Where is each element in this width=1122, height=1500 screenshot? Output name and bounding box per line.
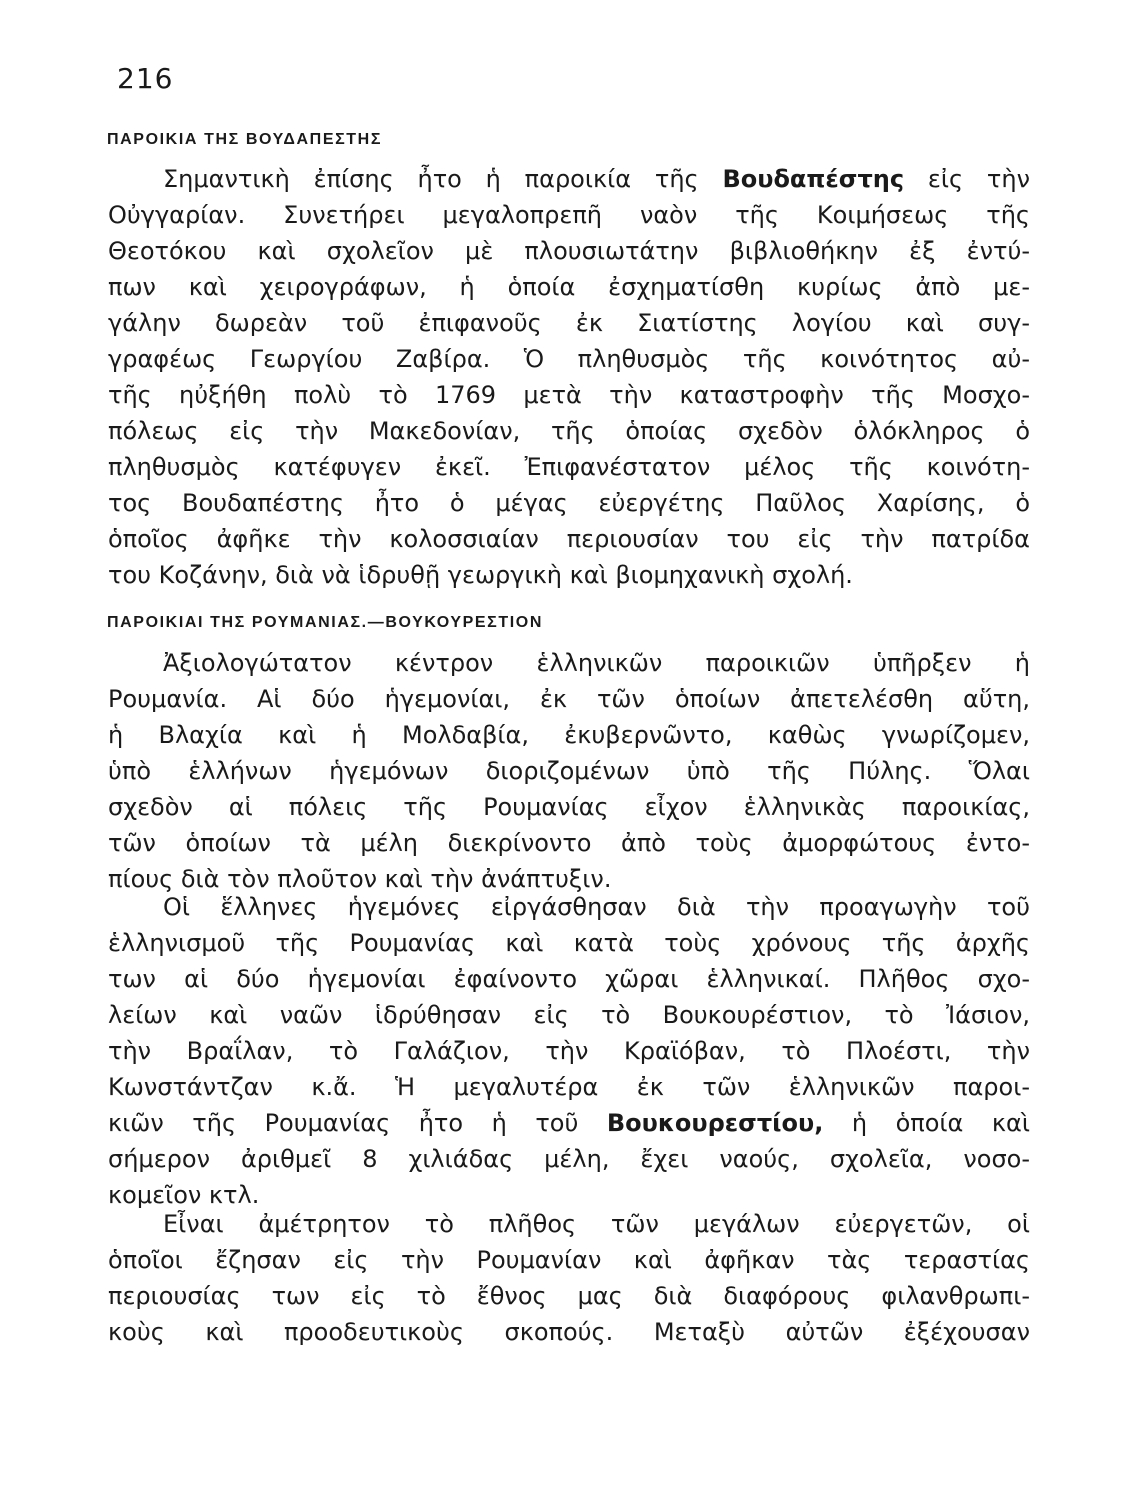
text-line: ὁποῖος ἀφῆκε τὴν κολοσσιαίαν περιουσίαν του εἰς τὴν πατρίδα: [108, 525, 1030, 553]
bold-place-name: Βουκουρεστίου,: [606, 1109, 824, 1137]
text-line: του Κοζάνην, διὰ νὰ ἱδρυθῇ γεωργικὴ καὶ βιομηχανικὴ σχολή.: [108, 561, 853, 589]
text-line: γάλην δωρεὰν τοῦ ἐπιφανοῦς ἐκ Σιατίστης λογίου καὶ συγ-: [108, 309, 1030, 337]
text-line: πληθυσμὸς κατέφυγεν ἐκεῖ. Ἐπιφανέστατον μέλος τῆς κοινότη-: [108, 453, 1030, 481]
text-line: γραφέως Γεωργίου Ζαβίρα. Ὁ πληθυσμὸς τῆς κοινότητος αὐ-: [108, 345, 1030, 373]
text-line: των αἱ δύο ἡγεμονίαι ἐφαίνοντο χῶραι ἑλληνικαί. Πλῆθος σχο-: [108, 965, 1030, 993]
text-line: πίους διὰ τὸν πλοῦτον καὶ τὴν ἀνάπτυξιν.: [108, 865, 612, 893]
text-line: ἑλληνισμοῦ τῆς Ρουμανίας καὶ κατὰ τοὺς χρόνους τῆς ἀρχῆς: [108, 929, 1030, 957]
page-number: 216: [117, 62, 174, 95]
text-line: πων καὶ χειρογράφων, ἡ ὁποία ἐσχηματίσθη κυρίως ἀπὸ με-: [108, 273, 1030, 301]
text-line: περιουσίας των εἰς τὸ ἔθνος μας διὰ διαφόρους φιλανθρωπι-: [108, 1282, 1030, 1310]
section-heading-budapest: ΠΑΡΟΙΚΙΑ ΤΗΣ ΒΟΥΔΑΠΕΣΤΗΣ: [107, 131, 383, 148]
text-line: σήμερον ἀριθμεῖ 8 χιλιάδας μέλη, ἔχει ναούς, σχολεῖα, νοσο-: [108, 1145, 1030, 1173]
text-line: τῆς ηὐξήθη πολὺ τὸ 1769 μετὰ τὴν καταστροφὴν τῆς Μοσχο-: [108, 381, 1030, 409]
text-line: τος Βουδαπέστης ἦτο ὁ μέγας εὐεργέτης Παῦλος Χαρίσης, ὁ: [108, 489, 1030, 517]
text-line: πόλεως εἰς τὴν Μακεδονίαν, τῆς ὁποίας σχεδὸν ὁλόκληρος ὁ: [108, 417, 1030, 445]
text-line: Ἀξιολογώτατον κέντρον ἑλληνικῶν παροικιῶν ὑπῆρξεν ἡ: [163, 649, 1030, 677]
text-line: Οἱ ἕλληνες ἡγεμόνες εἰργάσθησαν διὰ τὴν προαγωγὴν τοῦ: [163, 893, 1030, 921]
section-heading-romania: ΠΑΡΟΙΚΙΑΙ ΤΗΣ ΡΟΥΜΑΝΙΑΣ.—ΒΟΥΚΟΥΡΕΣΤΙΟΝ: [107, 614, 544, 631]
text-line: Θεοτόκου καὶ σχολεῖον μὲ πλουσιωτάτην βιβλιοθήκην ἐξ ἐντύ-: [108, 237, 1030, 265]
text-line: σχεδὸν αἱ πόλεις τῆς Ρουμανίας εἶχον ἑλληνικὰς παροικίας,: [108, 793, 1030, 821]
text-line: κοὺς καὶ προοδευτικοὺς σκοπούς. Μεταξὺ αὐτῶν ἐξέχουσαν: [108, 1318, 1030, 1346]
text-line: Σημαντικὴ ἐπίσης ἦτο ἡ παροικία τῆς Βουδαπέστης εἰς τὴν: [163, 165, 1030, 193]
text-line: Εἶναι ἀμέτρητον τὸ πλῆθος τῶν μεγάλων εὐεργετῶν, οἱ: [163, 1210, 1030, 1238]
text-line: Οὐγγαρίαν. Συνετήρει μεγαλοπρεπῆ ναὸν τῆς Κοιμήσεως τῆς: [108, 201, 1030, 229]
text-line: ὁποῖοι ἔζησαν εἰς τὴν Ρουμανίαν καὶ ἀφῆκαν τὰς τεραστίας: [108, 1246, 1030, 1274]
text-line: κομεῖον κτλ.: [108, 1181, 260, 1209]
text-line: Ρουμανία. Αἱ δύο ἡγεμονίαι, ἐκ τῶν ὁποίων ἀπετελέσθη αὕτη,: [108, 685, 1030, 713]
text-line: λείων καὶ ναῶν ἱδρύθησαν εἰς τὸ Βουκουρέστιον, τὸ Ἰάσιον,: [108, 1001, 1030, 1029]
text-line: ἡ Βλαχία καὶ ἡ Μολδαβία, ἐκυβερνῶντο, καθὼς γνωρίζομεν,: [108, 721, 1030, 749]
bold-place-name: Βουδαπέστης: [722, 165, 905, 193]
text-line: κιῶν τῆς Ρουμανίας ἦτο ἡ τοῦ Βουκουρεστίου, ἡ ὁποία καὶ: [108, 1109, 1030, 1137]
text-line: τῶν ὁποίων τὰ μέλη διεκρίνοντο ἀπὸ τοὺς ἀμορφώτους ἐντο-: [108, 829, 1030, 857]
text-line: Κωνστάντζαν κ.ἄ. Ἡ μεγαλυτέρα ἐκ τῶν ἑλληνικῶν παροι-: [108, 1073, 1030, 1101]
text-line: τὴν Βραΐλαν, τὸ Γαλάζιον, τὴν Κραϊόβαν, τὸ Πλοέστι, τὴν: [108, 1037, 1030, 1065]
text-line: ὑπὸ ἑλλήνων ἡγεμόνων διοριζομένων ὑπὸ τῆς Πύλης. Ὅλαι: [108, 757, 1030, 785]
